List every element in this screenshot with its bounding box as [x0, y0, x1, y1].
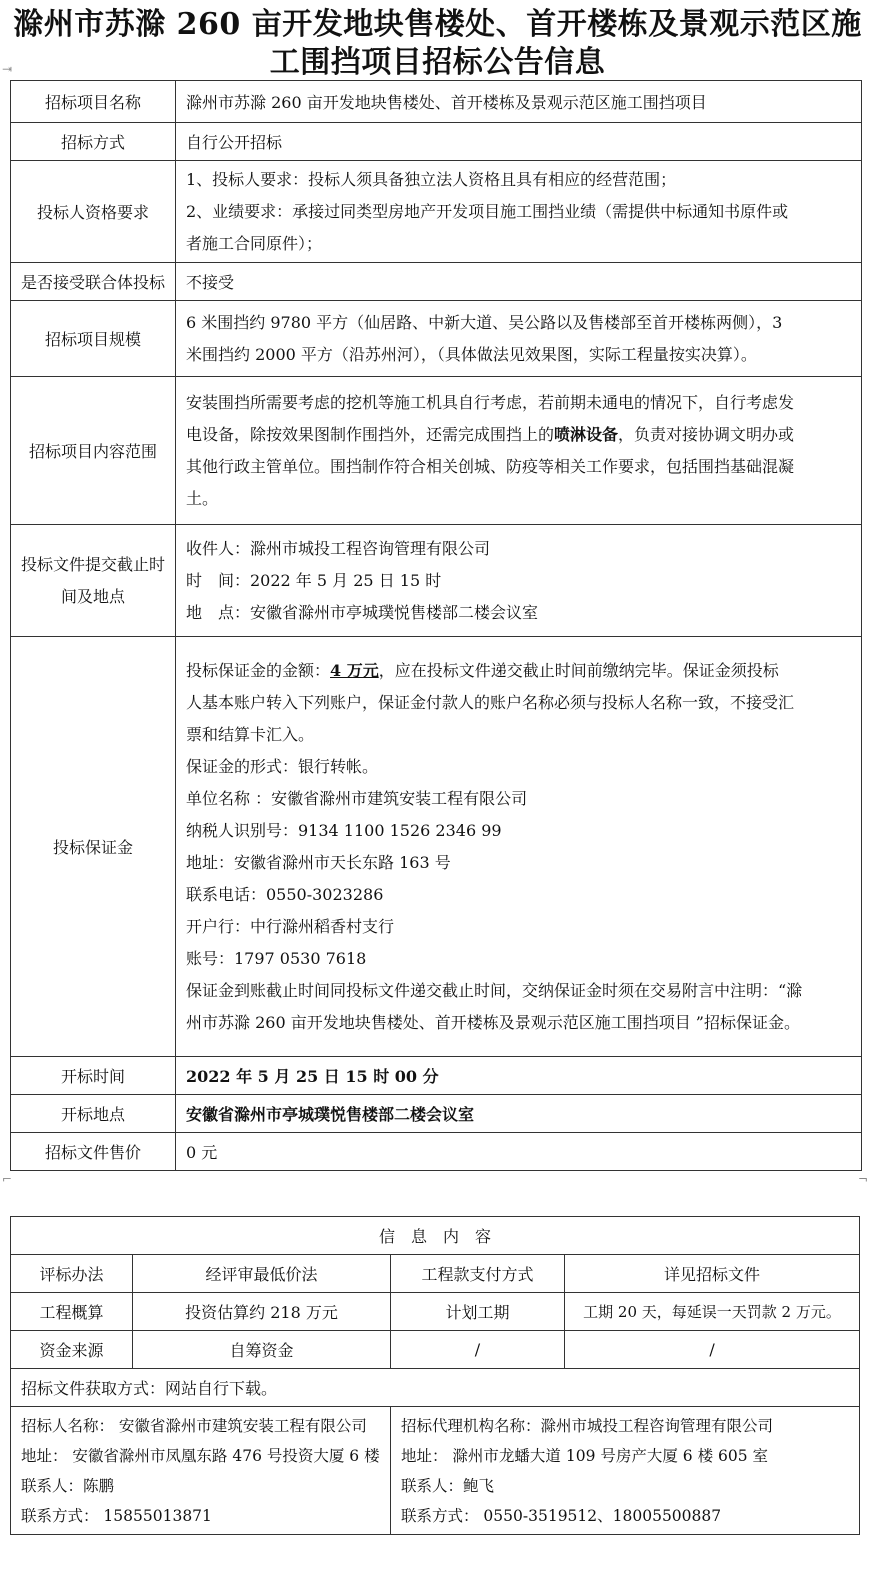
- table-cell: 详见招标文件: [565, 1255, 860, 1293]
- table-move-handle-icon[interactable]: ⇥: [2, 62, 13, 76]
- consortium-label: 是否接受联合体投标: [11, 263, 176, 301]
- table-row: [11, 1133, 862, 1171]
- submission-label: [11, 525, 176, 637]
- submission-time: 时 间：2022 年 5 月 25 日 15 时: [186, 570, 442, 590]
- table-cell: 投资估算约 218 万元: [133, 1293, 391, 1331]
- scale-label: 招标项目规模: [11, 301, 176, 377]
- project-name-label: 招标项目名称: [11, 81, 176, 123]
- tenderer-phone: 联系方式： 15855013871: [21, 1506, 212, 1525]
- tenderer-block: [11, 1407, 391, 1535]
- scale-value: [176, 301, 862, 377]
- deposit-form: 保证金的形式：银行转帐。: [186, 756, 379, 776]
- deposit-value: [176, 637, 862, 1057]
- table-cell: /: [565, 1331, 860, 1369]
- scope-label: 招标项目内容范围: [11, 377, 176, 525]
- deposit-amount: 4 万元: [330, 660, 379, 680]
- table-row: [11, 1293, 860, 1331]
- table-cell: 资金来源: [11, 1331, 133, 1369]
- deposit-note: 保证金到账截止时间同投标文件递交截止时间，交纳保证金时须在交易附言中注明：“滁: [186, 980, 803, 1000]
- agent-address: 地址： 滁州市龙蟠大道 109 号房产大厦 6 楼 605 室: [401, 1446, 769, 1465]
- obtain-method: 招标文件获取方式：网站自行下载。: [11, 1369, 860, 1407]
- table-cell: 经评审最低价法: [133, 1255, 391, 1293]
- table-row: [11, 1369, 860, 1407]
- deposit-account: 账号：1797 0530 7618: [186, 948, 367, 968]
- open-time-label: 开标时间: [11, 1057, 176, 1095]
- table-cell: 工程款支付方式: [391, 1255, 565, 1293]
- consortium-value: 不接受: [176, 263, 862, 301]
- table-row: [11, 1217, 860, 1255]
- table-cell: 工程概算: [11, 1293, 133, 1331]
- table-row: [11, 301, 862, 377]
- deposit-label: 投标保证金: [11, 637, 176, 1057]
- deposit-bank: 开户行：中行滁州稻香村支行: [186, 916, 395, 936]
- deposit-phone: 联系电话：0550-3023286: [186, 884, 384, 904]
- agent-contact: 联系人：鲍飞: [401, 1476, 495, 1495]
- table-cell: /: [391, 1331, 565, 1369]
- open-place-label: 开标地点: [11, 1095, 176, 1133]
- agent-block: [391, 1407, 860, 1535]
- tender-info-table: [10, 80, 862, 1171]
- page-title: [0, 6, 875, 82]
- tenderer-address: 地址： 安徽省滁州市凤凰东路 476 号投资大厦 6 楼: [21, 1446, 380, 1465]
- qualification-line: 1、投标人要求：投标人须具备独立法人资格且具有相应的经营范围；: [186, 169, 677, 189]
- submission-label-line: 投标文件提交截止时: [20, 554, 165, 574]
- table-row: [11, 1331, 860, 1369]
- table-cell: 自筹资金: [133, 1331, 391, 1369]
- qualification-value: [176, 161, 862, 263]
- doc-price-value: 0 元: [176, 1133, 862, 1171]
- page-break-marker-icon: ⌐: [2, 1172, 13, 1186]
- scope-line: 其他行政主管单位。围挡制作符合相关创城、防疫等相关工作要求，包括围挡基础混凝: [186, 456, 795, 476]
- table-row: [11, 637, 862, 1057]
- method-label: 招标方式: [11, 123, 176, 161]
- title-line-1: 滁州市苏滁 260 亩开发地块售楼处、首开楼栋及景观示范区施: [13, 7, 862, 42]
- tenderer-contact: 联系人：陈鹏: [21, 1476, 115, 1495]
- agent-name: 招标代理机构名称：滁州市城投工程咨询管理有限公司: [401, 1416, 774, 1435]
- qualification-label: 投标人资格要求: [11, 161, 176, 263]
- submission-value: [176, 525, 862, 637]
- table-row: [11, 81, 862, 123]
- scope-value: [176, 377, 862, 525]
- table-row: [11, 123, 862, 161]
- qualification-line: 者施工合同原件）；: [186, 233, 323, 253]
- method-value: 自行公开招标: [176, 123, 862, 161]
- scale-line: 6 米围挡约 9780 平方（仙居路、中新大道、吴公路以及售楼部至首开楼栋两侧），3: [186, 312, 783, 332]
- info-content-table: [10, 1216, 860, 1535]
- project-name-value: 滁州市苏滁 260 亩开发地块售楼处、首开楼栋及景观示范区施工围挡项目: [176, 81, 862, 123]
- table-row: [11, 1095, 862, 1133]
- scale-line: 米围挡约 2000 平方（沿苏州河），（具体做法见效果图，实际工程量按实决算）。: [186, 344, 757, 364]
- deposit-line: 人基本账户转入下列账户，保证金付款人的账户名称必须与投标人名称一致，不接受汇: [186, 692, 795, 712]
- deposit-note: 州市苏滁 260 亩开发地块售楼处、首开楼栋及景观示范区施工围挡项目 ”招标保证金。: [186, 1012, 800, 1032]
- page-break-marker-icon: ¬: [858, 1172, 869, 1186]
- submission-receiver: 收件人：滁州市城投工程咨询管理有限公司: [186, 538, 491, 558]
- info-header: 信 息 内 容: [11, 1217, 860, 1255]
- submission-place: 地 点：安徽省滁州市亭城璞悦售楼部二楼会议室: [186, 602, 539, 622]
- open-place-value: 安徽省滁州市亭城璞悦售楼部二楼会议室: [176, 1095, 862, 1133]
- scope-line: 安装围挡所需要考虑的挖机等施工机具自行考虑，若前期未通电的情况下，自行考虑发: [186, 392, 795, 412]
- qualification-line: 2、业绩要求：承接过同类型房地产开发项目施工围挡业绩（需提供中标通知书原件或: [186, 201, 789, 221]
- deposit-line: 票和结算卡汇入。: [186, 724, 315, 744]
- title-line-2: 工围挡项目招标公告信息: [269, 45, 606, 80]
- open-time-value: 2022 年 5 月 25 日 15 时 00 分: [176, 1057, 862, 1095]
- doc-price-label: 招标文件售价: [11, 1133, 176, 1171]
- tenderer-name: 招标人名称： 安徽省滁州市建筑安装工程有限公司: [21, 1416, 367, 1435]
- table-row: [11, 1407, 860, 1535]
- table-cell: 计划工期: [391, 1293, 565, 1331]
- deposit-unit: 单位名称 ：安徽省滁州市建筑安装工程有限公司: [186, 788, 528, 808]
- deposit-text: ，应在投标文件递交截止时间前缴纳完毕。保证金须投标: [378, 660, 779, 680]
- scope-line: [186, 419, 851, 451]
- table-row: [11, 1057, 862, 1095]
- table-row: [11, 1255, 860, 1293]
- table-cell: 评标办法: [11, 1255, 133, 1293]
- table-row: [11, 525, 862, 637]
- table-row: [11, 161, 862, 263]
- spray-equipment-emphasis: 喷淋设备: [554, 424, 619, 444]
- deposit-text: 投标保证金的金额：: [186, 660, 331, 680]
- agent-phone: 联系方式： 0550-3519512、18005500887: [401, 1506, 722, 1525]
- deposit-amount-line: [186, 655, 851, 687]
- table-cell: 工期 20 天，每延误一天罚款 2 万元。: [565, 1293, 860, 1331]
- scope-line: 土。: [186, 488, 219, 508]
- deposit-taxid: 纳税人识别号：9134 1100 1526 2346 99: [186, 820, 502, 840]
- submission-label-line: 间及地点: [60, 586, 125, 606]
- table-row: [11, 377, 862, 525]
- table-row: [11, 263, 862, 301]
- deposit-address: 地址：安徽省滁州市天长东路 163 号: [186, 852, 451, 872]
- scope-text: ，负责对接协调文明办或: [618, 424, 795, 444]
- scope-text: 电设备，除按效果图制作围挡外，还需完成围挡上的: [186, 424, 555, 444]
